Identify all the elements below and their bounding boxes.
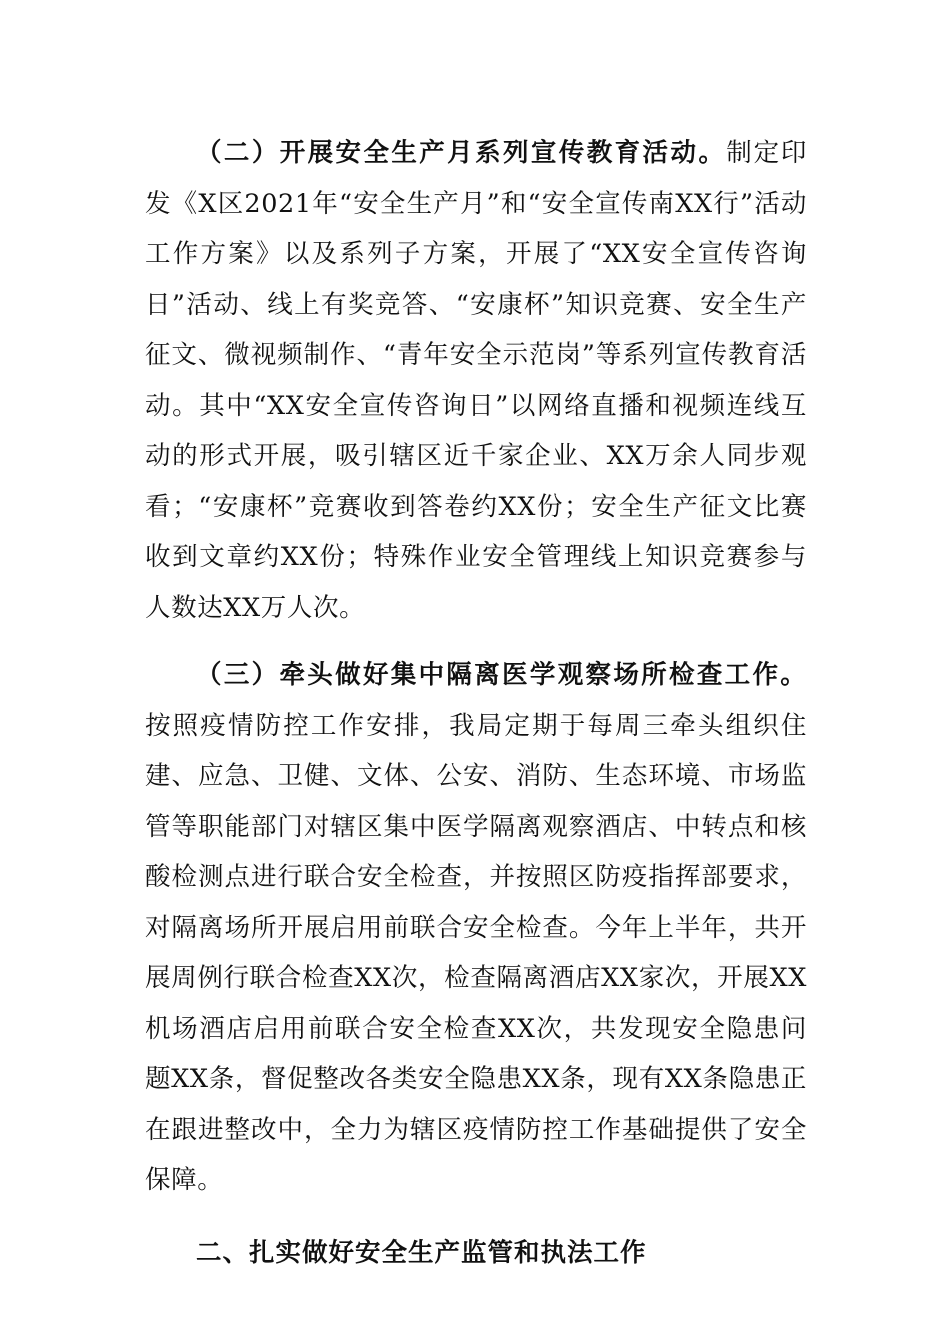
paragraph-lead-safety-month: （二）开展安全生产月系列宣传教育活动。	[196, 138, 727, 168]
paragraph-isolation-inspection	[145, 650, 807, 1206]
paragraph-text-safety-month: 制定印发《X区2021年“安全生产月”和“安全宣传南XX行”活动工作方案》以及系列子方案，开展了“XX安全宣传咨询日”活动、线上有奖竞答、“安康杯”知识竞赛、安全生产征文、微视频制作、“青年安全示范岗”等系列宣传教育活动。其中“XX安全宣传咨询日”以网络直播和视频连线互动的形式开展，吸引辖区近千家企业、XX万余人同步观看；“安康杯”竞赛收到答卷约XX份；安全生产征文比赛收到文章约XX份；特殊作业安全管理线上知识竞赛参与人数达XX万人次。	[145, 138, 807, 623]
paragraph-text-isolation-inspection: 按照疫情防控工作安排，我局定期于每周三牵头组织住建、应急、卫健、文体、公安、消防、生态环境、市场监管等职能部门对辖区集中医学隔离观察酒店、中转点和核酸检测点进行联合安全检查，并按照区防疫指挥部要求，对隔离场所开展启用前联合安全检查。今年上半年，共开展周例行联合检查XX次，检查隔离酒店XX家次，开展XX机场酒店启用前联合安全检查XX次，共发现安全隐患问题XX条，督促整改各类安全隐患XX条，现有XX条隐患正在跟进整改中，全力为辖区疫情防控工作基础提供了安全保障。	[145, 710, 807, 1195]
paragraph-safety-month	[145, 128, 807, 633]
section-heading: 二、扎实做好安全生产监管和执法工作	[196, 1237, 647, 1268]
paragraph-lead-isolation-inspection: （三）牵头做好集中隔离医学观察场所检查工作。	[196, 660, 807, 690]
document-body	[145, 128, 807, 1278]
